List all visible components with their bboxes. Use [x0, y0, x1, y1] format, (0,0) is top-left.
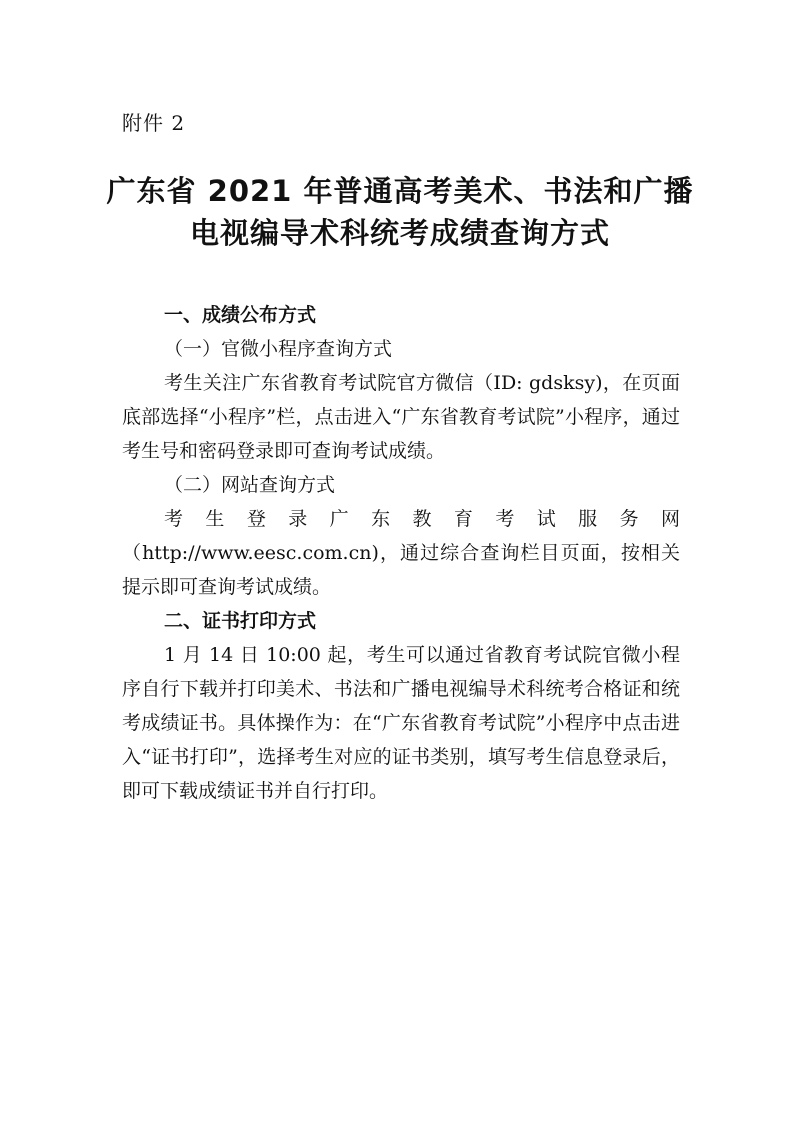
document-title: [100, 170, 700, 254]
document-body: [122, 298, 680, 808]
subsection-2-paragraph: 考生登录广东教育考试服务网（http://www.eesc.com.cn)，通过综合查询栏目页面，按相关提示即可查询考试成绩。: [122, 508, 680, 598]
subsection-1-heading: （一）官微小程序查询方式: [164, 338, 393, 360]
title-line-2: 电视编导术科统考成绩查询方式: [189, 216, 610, 250]
section-2-heading: 二、证书打印方式: [164, 610, 317, 632]
section-2-paragraph: 1 月 14 日 10:00 起，考生可以通过省教育考试院官微小程序自行下载并打印美术、书法和广播电视编导术科统考合格证和统考成绩证书。具体操作为：在“广东省教育考试院”小程序中点击进入“证书打印”，选择考生对应的证书类别，填写考生信息登录后，即可下载成绩证书并自行打印。: [122, 644, 680, 802]
section-1-heading: 一、成绩公布方式: [164, 304, 317, 326]
attachment-label: 附件 2: [122, 111, 186, 135]
subsection-2-heading: （二）网站查询方式: [164, 474, 336, 496]
subsection-1-paragraph: 考生关注广东省教育考试院官方微信（ID: gdsksy)，在页面底部选择“小程序”栏，点击进入“广东省教育考试院”小程序，通过考生号和密码登录即可查询考试成绩。: [122, 372, 680, 462]
title-line-1: 广东省 2021 年普通高考美术、书法和广播: [106, 174, 694, 208]
